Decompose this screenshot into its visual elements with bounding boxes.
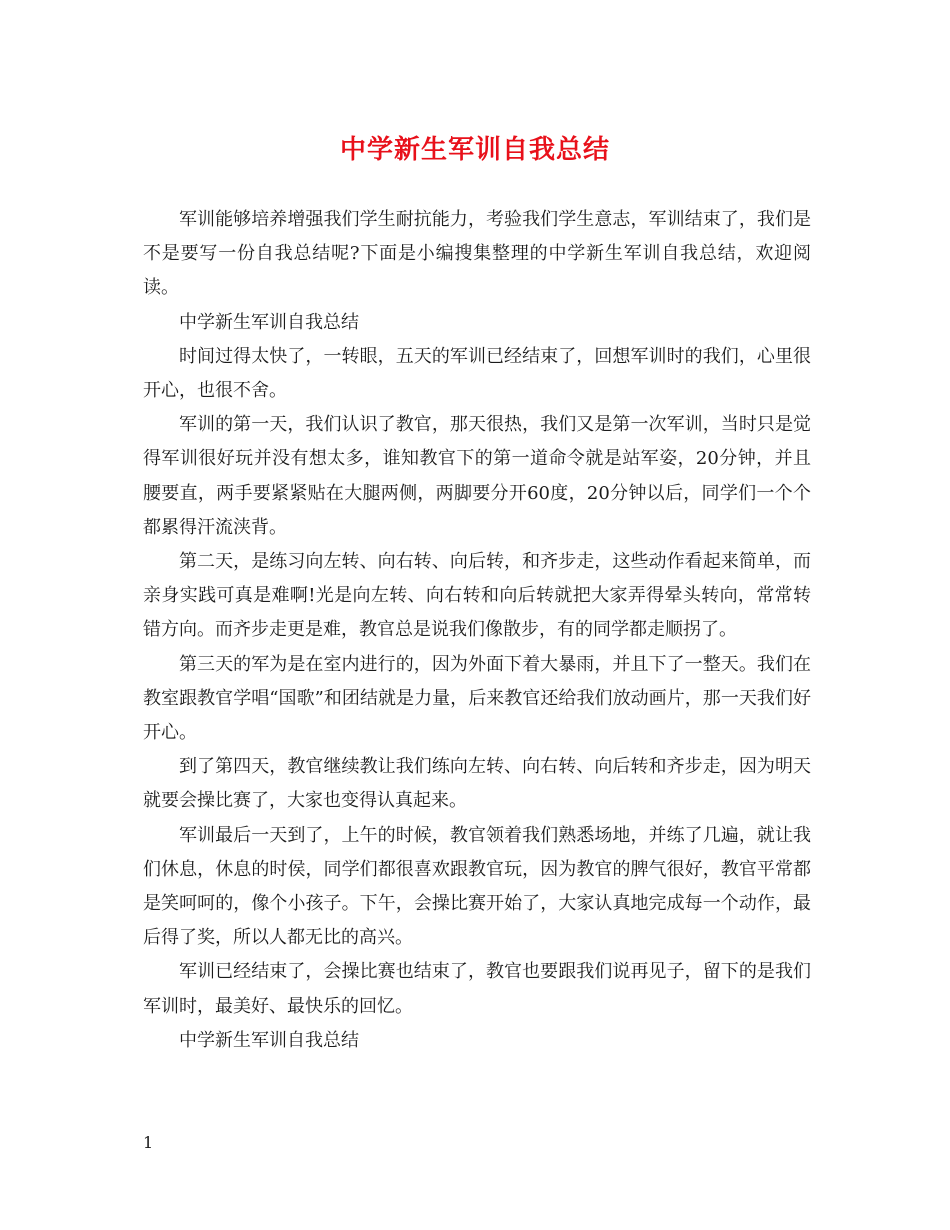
paragraph-conclusion: 军训已经结束了，会操比赛也结束了，教官也要跟我们说再见子，留下的是我们军训时，最美好、最快乐的回忆。 <box>143 961 811 1017</box>
paragraph-last-day: 军训最后一天到了，上午的时候，教官领着我们熟悉场地，并练了几遍，就让我们休息，休息的时侯，同学们都很喜欢跟教官玩，因为教官的脾气很好，教官平常都是笑呵呵的，像个小孩子。下午，会操比赛开始了，大家认真地完成每一个动作，最后得了奖，所以人都无比的高兴。 <box>143 824 811 949</box>
paragraph-day-three: 第三天的军为是在室内进行的，因为外面下着大暴雨，并且下了一整天。我们在教室跟教官学唱“国歌”和团结就是力量，后来教官还给我们放动画片，那一天我们好开心。 <box>143 653 811 744</box>
document-body <box>143 203 811 1058</box>
page-number: 1 <box>143 1133 154 1152</box>
paragraph-time-passed: 时间过得太快了，一转眼，五天的军训已经结束了，回想军训时的我们，心里很开心，也很不舍。 <box>143 345 811 402</box>
paragraph-day-four: 到了第四天，教官继续教让我们练向左转、向右转、向后转和齐步走，因为明天就要会操比赛了，大家也变得认真起来。 <box>143 756 811 812</box>
paragraph-subheading: 中学新生军训自我总结 <box>179 311 359 333</box>
paragraph-day-one: 军训的第一天，我们认识了教官，那天很热，我们又是第一次军训，当时只是觉得军训很好玩并没有想太多，谁知教官下的第一道命令就是站军姿，20分钟，并且腰要直，两手要紧紧贴在大腿两侧，两脚要分开60度，20分钟以后，同学们一个个都累得汗流浃背。 <box>143 414 811 538</box>
document-title: 中学新生军训自我总结 <box>339 135 610 165</box>
paragraph-subheading-repeat: 中学新生军训自我总结 <box>179 1029 359 1051</box>
paragraph-intro: 军训能够培养增强我们学生耐抗能力，考验我们学生意志，军训结束了，我们是不是要写一份自我总结呢?下面是小编搜集整理的中学新生军训自我总结，欢迎阅读。 <box>143 209 811 299</box>
paragraph-day-two: 第二天，是练习向左转、向右转、向后转，和齐步走，这些动作看起来简单，而亲身实践可真是难啊!光是向左转、向右转和向后转就把大家弄得晕头转向，常常转错方向。而齐步走更是难，教官总是说我们像散步，有的同学都走顺拐了。 <box>143 551 811 641</box>
